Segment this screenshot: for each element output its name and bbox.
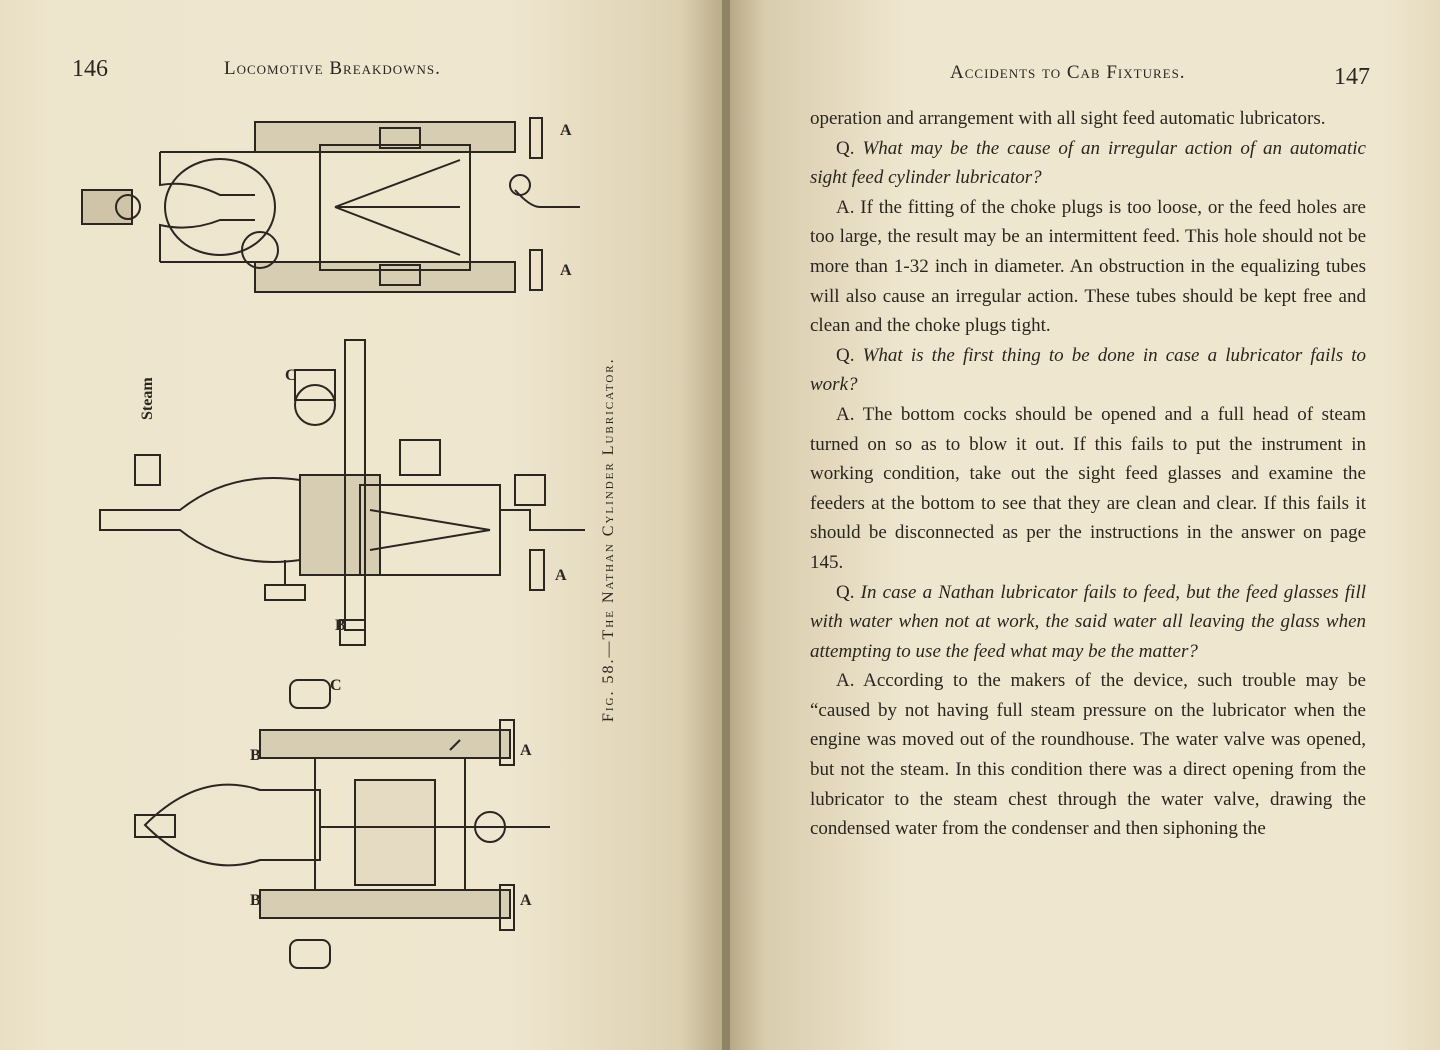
diagram-label-middle-a: A — [555, 567, 567, 584]
question-text: In case a Nathan lubricator fails to feed, but the feed glasses fill with water when not at work, the said water all leaving the glass when attempting to use the feed what may be the matter? — [810, 581, 1366, 662]
right-page-number: 147 — [1334, 64, 1370, 90]
diagram-label-middle-c: C — [285, 367, 297, 384]
left-running-head: Locomotive Breakdowns. — [224, 58, 441, 79]
question-label: Q. — [836, 344, 855, 366]
question-text: What is the first thing to be done in case a lubricator fails to work? — [810, 344, 1366, 396]
diagram-label-bottom-b1: B — [250, 747, 261, 764]
lubricator-middle-view — [100, 340, 585, 645]
lubricator-bottom-view — [135, 680, 550, 968]
diagram-label-middle-b: B — [335, 617, 346, 634]
lubricator-diagram — [60, 90, 660, 970]
question-label: Q. — [836, 137, 855, 159]
answer-paragraph: A. According to the makers of the device, such trouble may be “caused by not having full steam pressure on the lubricator when the engine was moved out of the roundhouse. The water valve was opened, but not the steam. In this condition there was a direct opening from the lubricator to the steam chest through the water valve, drawing the condensed water from the condenser and then siphoning the — [810, 670, 1366, 840]
question-text: What may be the cause of an irregular action of an automatic sight feed cylinder lubricator? — [810, 137, 1366, 189]
figure-caption: Fig. 58.—The Nathan Cylinder Lubricator. — [600, 357, 617, 723]
diagram-label-steam: Steam — [139, 377, 156, 420]
answer-paragraph: A. The bottom cocks should be opened and a full head of steam turned on so as to blow it out. If this fails to put the instrument in working condition, take out the sight feed glasses and examine the feeders at the bottom to see that they are clean and clear. If this fails it should be disconnected as per the instructions in the answer on page 145. — [810, 403, 1366, 573]
diagram-label-bottom-a1: A — [520, 742, 532, 759]
page-body-text — [810, 104, 1366, 844]
question-paragraph — [810, 134, 1366, 193]
answer-paragraph: A. If the fitting of the choke plugs is too loose, or the feed holes are too large, the result may be an intermittent feed. This hole should not be more than 1-32 inch in diameter. An obstruction in the equalizing tubes will also cause an irregular action. These tubes should be kept free and clean and the choke plugs tight. — [810, 196, 1366, 337]
question-paragraph — [810, 341, 1366, 400]
diagram-label-bottom-b2: B — [250, 892, 261, 909]
right-running-head: Accidents to Cab Fixtures. — [950, 62, 1186, 83]
diagram-label-bottom-a2: A — [520, 892, 532, 909]
left-page-number: 146 — [72, 56, 108, 82]
paragraph-continuation: operation and arrangement with all sight feed automatic lubricators. — [810, 108, 1326, 129]
diagram-label-bottom-c: C — [330, 677, 342, 694]
diagram-label-top-a2: A — [560, 262, 572, 279]
question-paragraph — [810, 578, 1366, 667]
right-page — [730, 0, 1440, 1050]
diagram-label-top-a1: A — [560, 122, 572, 139]
question-label: Q. — [836, 581, 855, 603]
lubricator-top-view — [82, 118, 580, 292]
